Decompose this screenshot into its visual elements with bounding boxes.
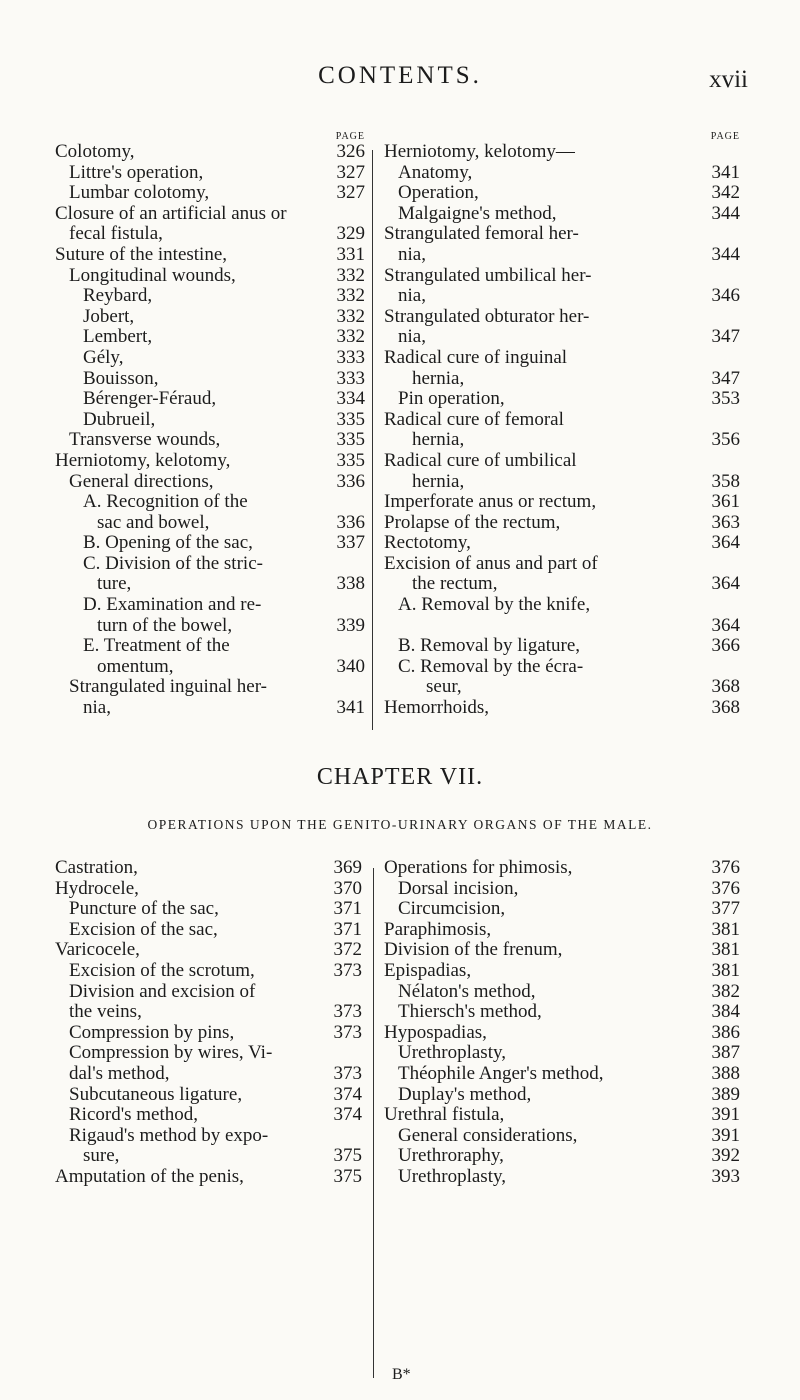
toc-entry-page: 375	[333, 1165, 362, 1187]
toc-entry-title: Strangulated obturator her-	[384, 305, 590, 327]
toc-entry	[55, 982, 362, 1003]
toc-entry	[55, 472, 365, 493]
toc-entry-page: 332	[336, 305, 365, 327]
toc-entry-title: Puncture of the sac,	[69, 898, 219, 920]
column-divider	[372, 150, 373, 730]
toc-entry-title: Amputation of the penis,	[55, 1165, 244, 1187]
toc-entry	[384, 961, 740, 982]
toc-entry-title: Subcutaneous ligature,	[69, 1083, 243, 1105]
toc-entry-page	[710, 410, 740, 431]
toc-entry-title: Urethroraphy,	[398, 1145, 504, 1167]
toc-entry-title: Malgaigne's method,	[398, 202, 557, 224]
toc-entry	[384, 616, 740, 637]
toc-entry	[55, 266, 365, 287]
toc-entry-page: 363	[711, 511, 740, 533]
toc-entry-page: 333	[336, 346, 365, 368]
toc-entry	[55, 286, 365, 307]
toc-entry-page: 335	[336, 449, 365, 471]
toc-entry	[55, 183, 365, 204]
toc-entry-title: Lembert,	[83, 326, 153, 348]
toc-entry-page: 371	[333, 918, 362, 940]
toc-entry	[55, 430, 365, 451]
toc-entry-page	[710, 595, 740, 616]
toc-entry-page: 375	[333, 1145, 362, 1167]
toc-entry-page: 364	[711, 573, 740, 595]
toc-entry-page: 391	[711, 1104, 740, 1126]
toc-entry-page: 373	[333, 959, 362, 981]
toc-entry	[55, 1085, 362, 1106]
toc-entry	[384, 513, 740, 534]
toc-entry	[55, 307, 365, 328]
toc-entry-page: 331	[336, 243, 365, 265]
toc-entry-title: Gély,	[83, 346, 124, 368]
toc-entry	[55, 245, 365, 266]
toc-entry-title: Thiersch's method,	[398, 1001, 542, 1023]
toc-entry-page	[332, 982, 362, 1003]
toc-entry-title: General considerations,	[398, 1124, 578, 1146]
toc-entry-title: Anatomy,	[398, 161, 473, 183]
toc-entry	[55, 513, 365, 534]
toc-entry	[55, 858, 362, 879]
toc-entry-page	[710, 348, 740, 369]
toc-entry-page: 368	[711, 697, 740, 719]
toc-entry-title: Epispadias,	[384, 959, 472, 981]
toc-entry-page	[335, 554, 365, 575]
toc-entry-page: 356	[711, 429, 740, 451]
toc-entry-page: 373	[333, 1001, 362, 1023]
toc-entry	[55, 1167, 362, 1188]
toc-entry-title: Division and excision of	[69, 980, 256, 1002]
page-column-label: PAGE	[710, 131, 740, 142]
toc-entry-page: 364	[711, 614, 740, 636]
toc-entry	[384, 1167, 740, 1188]
toc-entry-title: B. Removal by ligature,	[398, 635, 581, 657]
toc-entry-page: 347	[711, 367, 740, 389]
toc-entry	[384, 920, 740, 941]
toc-entry	[384, 657, 740, 678]
toc-entry-page: 332	[336, 285, 365, 307]
toc-entry-title: Strangulated umbilical her-	[384, 264, 592, 286]
toc-entry-title: A. Removal by the knife,	[398, 594, 591, 616]
toc-entry-title: Radical cure of umbilical	[384, 449, 577, 471]
toc-entry	[384, 163, 740, 184]
toc-entry-page: 381	[711, 959, 740, 981]
toc-column-b-right	[384, 858, 740, 1188]
toc-entry	[384, 307, 740, 328]
toc-entry-page: 342	[711, 182, 740, 204]
toc-entry-title: sac and bowel,	[97, 511, 210, 533]
toc-entry	[55, 492, 365, 513]
toc-entry-title: Division of the frenum,	[384, 939, 563, 961]
toc-entry	[55, 616, 365, 637]
toc-entry-page: 358	[711, 470, 740, 492]
toc-entry-title: General directions,	[69, 470, 214, 492]
toc-entry-page: 376	[711, 857, 740, 878]
toc-entry	[55, 961, 362, 982]
toc-entry-page	[335, 636, 365, 657]
toc-entry-page: 373	[333, 1062, 362, 1084]
toc-entry-title: dal's method,	[69, 1062, 170, 1084]
toc-entry	[55, 142, 365, 163]
toc-entry-page: 384	[711, 1001, 740, 1023]
toc-entry-page: 361	[711, 491, 740, 513]
toc-entry-page: 377	[711, 898, 740, 920]
toc-entry-page	[335, 677, 365, 698]
toc-entry-page: 347	[711, 326, 740, 348]
toc-entry-page	[710, 266, 740, 287]
toc-entry	[55, 554, 365, 575]
toc-entry	[384, 327, 740, 348]
toc-entry-title: Dubrueil,	[83, 408, 156, 430]
toc-entry-title: fecal fistula,	[69, 223, 163, 245]
toc-entry	[384, 430, 740, 451]
toc-entry-title: Excision of the sac,	[69, 918, 218, 940]
toc-entry-title: Ricord's method,	[69, 1104, 199, 1126]
toc-entry-title: Duplay's method,	[398, 1083, 532, 1105]
toc-entry-title: C. Removal by the écra-	[398, 655, 584, 677]
toc-entry-page: 376	[711, 877, 740, 899]
toc-entry-title: nia,	[398, 243, 426, 265]
toc-entry-title: Suture of the intestine,	[55, 243, 228, 265]
toc-entry-page: 335	[336, 429, 365, 451]
toc-entry	[55, 204, 365, 225]
toc-entry-title: Varicocele,	[55, 939, 140, 961]
toc-entry	[384, 224, 740, 245]
toc-entry-title: D. Examination and re-	[83, 594, 262, 616]
toc-entry	[384, 899, 740, 920]
running-head-title: CONTENTS.	[318, 62, 482, 89]
toc-entry-title: Rigaud's method by expo-	[69, 1124, 269, 1146]
toc-entry-page: 336	[336, 470, 365, 492]
toc-entry-page: 370	[333, 877, 362, 899]
toc-entry	[55, 595, 365, 616]
toc-entry	[55, 348, 365, 369]
toc-entry-page	[710, 554, 740, 575]
toc-entry-page: 381	[711, 918, 740, 940]
toc-entry-page: 386	[711, 1021, 740, 1043]
toc-entry-title: Castration,	[55, 857, 138, 878]
toc-entry	[384, 204, 740, 225]
toc-entry	[384, 472, 740, 493]
toc-entry-title: Hemorrhoids,	[384, 697, 490, 719]
toc-entry	[384, 348, 740, 369]
toc-entry-page: 374	[333, 1083, 362, 1105]
toc-entry-title: Bérenger-Féraud,	[83, 388, 217, 410]
toc-entry-page: 326	[336, 141, 365, 162]
toc-entry-title: the veins,	[69, 1001, 142, 1023]
toc-entry-title: nia,	[83, 697, 111, 719]
page-number: xvii	[709, 66, 748, 93]
toc-entry-title: Operation,	[398, 182, 479, 204]
toc-entry	[55, 940, 362, 961]
toc-entry-title: Urethroplasty,	[398, 1165, 506, 1187]
running-head	[0, 62, 800, 102]
toc-entry	[55, 1064, 362, 1085]
toc-entry-page: 371	[333, 898, 362, 920]
toc-entry-title: Bouisson,	[83, 367, 159, 389]
toc-entry-title: Closure of an artificial anus or	[55, 202, 287, 224]
toc-entry-title: Excision of anus and part of	[384, 552, 598, 574]
toc-entry	[384, 451, 740, 472]
toc-entry	[384, 858, 740, 879]
toc-entry-title: Hypospadias,	[384, 1021, 487, 1043]
toc-entry-title: Strangulated inguinal her-	[69, 676, 268, 698]
toc-entry	[384, 940, 740, 961]
toc-column-a-right	[384, 131, 740, 719]
toc-entry	[55, 224, 365, 245]
toc-entry-page: 339	[336, 614, 365, 636]
toc-entry-page: 393	[711, 1165, 740, 1187]
toc-entry-page: 373	[333, 1021, 362, 1043]
toc-entry-page: 382	[711, 980, 740, 1002]
toc-entry-page: 337	[336, 532, 365, 554]
toc-entry-title: Lumbar colotomy,	[69, 182, 210, 204]
toc-entry-title: Longitudinal wounds,	[69, 264, 236, 286]
toc-entry-title: Colotomy,	[55, 141, 135, 162]
toc-entry-title: Strangulated femoral her-	[384, 223, 579, 245]
toc-entry	[384, 266, 740, 287]
toc-column-a-left	[55, 131, 365, 719]
toc-entry	[384, 698, 740, 719]
toc-entry	[55, 410, 365, 431]
toc-entry	[384, 1105, 740, 1126]
toc-entry-title: the rectum,	[412, 573, 498, 595]
toc-entry-page: 364	[711, 532, 740, 554]
toc-entry	[384, 677, 740, 698]
toc-entry-title: Prolapse of the rectum,	[384, 511, 561, 533]
toc-entry-page: 391	[711, 1124, 740, 1146]
toc-entry-title: Radical cure of femoral	[384, 408, 564, 430]
toc-entry-title: Compression by pins,	[69, 1021, 235, 1043]
toc-entry	[55, 1002, 362, 1023]
toc-entry	[384, 492, 740, 513]
toc-entry	[384, 1146, 740, 1167]
toc-entry	[55, 879, 362, 900]
toc-entry	[55, 163, 365, 184]
toc-entry-page: 366	[711, 635, 740, 657]
toc-entry-title: Operations for phimosis,	[384, 857, 573, 878]
toc-entry-page: 344	[711, 243, 740, 265]
toc-entry-title: hernia,	[412, 367, 465, 389]
toc-entry	[55, 677, 365, 698]
toc-entry-title: Imperforate anus or rectum,	[384, 491, 597, 513]
toc-entry-title: Compression by wires, Vi-	[69, 1042, 273, 1064]
toc-entry-title: Hydrocele,	[55, 877, 139, 899]
toc-entry-page	[332, 1043, 362, 1064]
toc-entry	[55, 1043, 362, 1064]
toc-entry-title: Nélaton's method,	[398, 980, 536, 1002]
toc-entry-title: B. Opening of the sac,	[83, 532, 253, 554]
toc-entry-page	[332, 1126, 362, 1147]
toc-entry-page: 381	[711, 939, 740, 961]
toc-entry-page: 353	[711, 388, 740, 410]
toc-entry-title: hernia,	[412, 470, 465, 492]
toc-entry-page: 369	[333, 857, 362, 878]
toc-entry	[55, 899, 362, 920]
toc-entry-page: 344	[711, 202, 740, 224]
toc-entry-title: Herniotomy, kelotomy—	[384, 141, 575, 162]
toc-entry	[55, 657, 365, 678]
toc-entry	[384, 554, 740, 575]
toc-entry-title: hernia,	[412, 429, 465, 451]
toc-entry	[55, 533, 365, 554]
toc-entry	[55, 1105, 362, 1126]
toc-entry-title: A. Recognition of the	[83, 491, 248, 513]
toc-entry-title: Reybard,	[83, 285, 153, 307]
toc-entry-page	[335, 595, 365, 616]
toc-entry-page: 346	[711, 285, 740, 307]
toc-entry-title: Circumcision,	[398, 898, 506, 920]
toc-entry	[384, 183, 740, 204]
toc-entry	[55, 574, 365, 595]
toc-entry	[384, 879, 740, 900]
toc-entry-page: 341	[336, 697, 365, 719]
toc-entry-page: 334	[336, 388, 365, 410]
toc-entry-title: Rectotomy,	[384, 532, 471, 554]
toc-entry-page: 341	[711, 161, 740, 183]
toc-entry	[384, 1126, 740, 1147]
toc-entry-title: nia,	[398, 285, 426, 307]
toc-entry	[384, 1023, 740, 1044]
toc-entry	[384, 1064, 740, 1085]
toc-entry	[384, 533, 740, 554]
toc-entry-title: nia,	[398, 326, 426, 348]
toc-entry	[55, 1126, 362, 1147]
toc-entry-title: Littre's operation,	[69, 161, 204, 183]
toc-entry	[384, 636, 740, 657]
toc-entry	[384, 1043, 740, 1064]
toc-entry	[55, 389, 365, 410]
toc-entry-page: 368	[711, 676, 740, 698]
toc-entry-page	[335, 204, 365, 225]
toc-entry-page: 327	[336, 182, 365, 204]
toc-entry-page: 336	[336, 511, 365, 533]
toc-entry-title: omentum,	[97, 655, 174, 677]
toc-entry	[55, 698, 365, 719]
column-divider	[373, 868, 374, 1378]
toc-entry-page: 332	[336, 326, 365, 348]
toc-entry-page: 327	[336, 161, 365, 183]
toc-entry-title: Urethral fistula,	[384, 1104, 505, 1126]
toc-entry-page	[710, 224, 740, 245]
toc-entry	[384, 245, 740, 266]
toc-entry	[55, 636, 365, 657]
toc-entry-title: Pin operation,	[398, 388, 505, 410]
toc-entry-page: 374	[333, 1104, 362, 1126]
toc-entry	[55, 1146, 362, 1167]
toc-column-b-left	[55, 858, 362, 1188]
toc-entry	[55, 451, 365, 472]
toc-entry-title: Radical cure of inguinal	[384, 346, 568, 368]
toc-entry	[55, 369, 365, 390]
toc-entry-page	[710, 307, 740, 328]
toc-entry	[384, 410, 740, 431]
toc-entry-title: sure,	[83, 1145, 120, 1167]
toc-entry-title: turn of the bowel,	[97, 614, 233, 636]
chapter-title: CHAPTER VII.	[316, 764, 484, 790]
toc-entry-title: Jobert,	[83, 305, 135, 327]
toc-entry-page: 392	[711, 1145, 740, 1167]
toc-entry-page: 333	[336, 367, 365, 389]
toc-entry	[384, 389, 740, 410]
toc-entry-title: Transverse wounds,	[69, 429, 221, 451]
toc-entry-title: seur,	[426, 676, 462, 698]
toc-entry	[55, 327, 365, 348]
toc-entry-title: Paraphimosis,	[384, 918, 492, 940]
toc-entry-title: Herniotomy, kelotomy,	[55, 449, 231, 471]
toc-entry-title: Théophile Anger's method,	[398, 1062, 604, 1084]
toc-entry-page: 388	[711, 1062, 740, 1084]
toc-entry-page: 389	[711, 1083, 740, 1105]
toc-entry-page: 372	[333, 939, 362, 961]
toc-entry-page: 332	[336, 264, 365, 286]
page-column-label: PAGE	[335, 131, 365, 142]
toc-entry-title: E. Treatment of the	[83, 635, 230, 657]
toc-entry	[384, 1085, 740, 1106]
toc-entry	[384, 1002, 740, 1023]
toc-entry-page: 335	[336, 408, 365, 430]
toc-entry	[384, 142, 740, 163]
toc-entry	[384, 982, 740, 1003]
toc-entry-page	[710, 657, 740, 678]
chapter-subtitle: OPERATIONS UPON THE GENITO-URINARY ORGANS OF THE MALE.	[147, 817, 653, 832]
toc-entry-page: 338	[336, 573, 365, 595]
signature-mark: B*	[392, 1366, 411, 1383]
toc-entry	[384, 286, 740, 307]
toc-entry-page	[335, 492, 365, 513]
toc-entry-page	[710, 451, 740, 472]
toc-entry-title: Excision of the scrotum,	[69, 959, 255, 981]
toc-entry	[55, 920, 362, 941]
toc-entry	[384, 595, 740, 616]
toc-entry	[384, 369, 740, 390]
toc-entry-title: Urethroplasty,	[398, 1042, 506, 1064]
toc-entry-title: ture,	[97, 573, 132, 595]
toc-entry	[55, 1023, 362, 1044]
toc-entry	[384, 574, 740, 595]
toc-entry-title: C. Division of the stric-	[83, 552, 263, 574]
toc-entry-page: 329	[336, 223, 365, 245]
toc-entry-page: 387	[711, 1042, 740, 1064]
toc-entry-title: Dorsal incision,	[398, 877, 519, 899]
toc-entry-page: 340	[336, 655, 365, 677]
